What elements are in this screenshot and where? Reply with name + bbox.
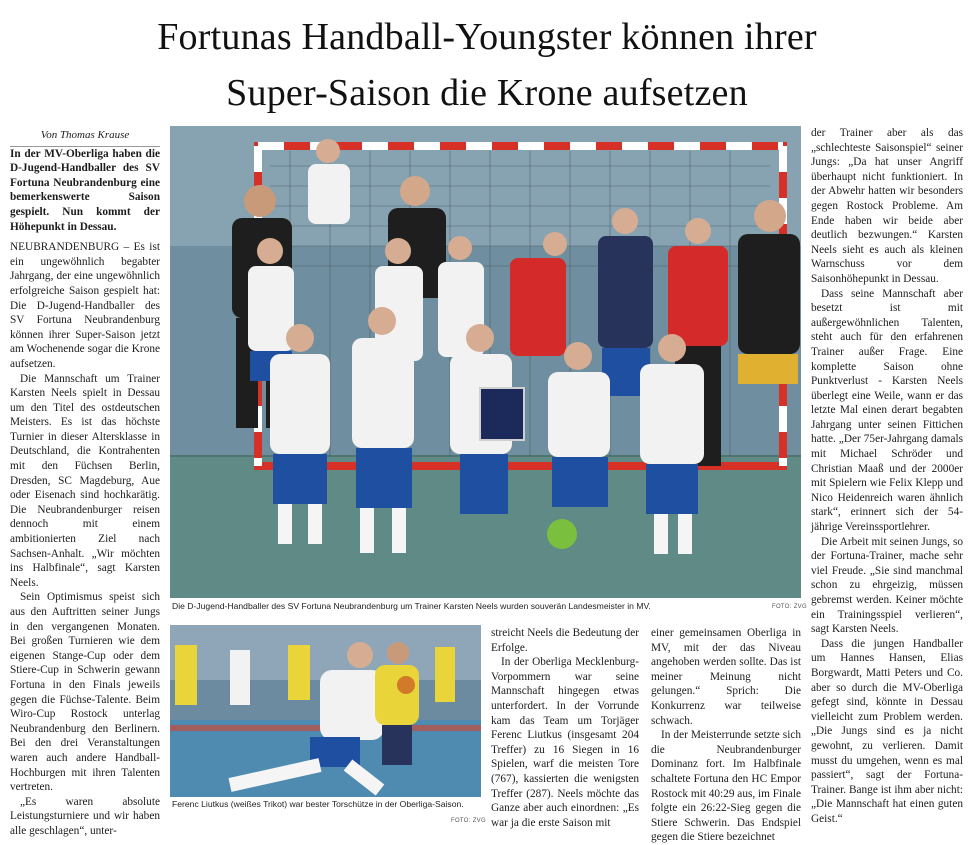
main-photo-credit: FOTO: ZVG [772,604,807,610]
paragraph: der Trainer aber als das „schlechteste Saisonspiel“ seiner Jungs: „Da hat unser Angriff überhaupt nicht funktioniert. In der Abwehr hatten wir besonders gegen Rostock Probleme. Am Ende haben wir beide aber deutlich bezwungen.“ Karsten Neels sieht es auch als kleinen Warnschuss vor dem Saisonhöhepunkt in Dessau. [811,127,963,285]
action-photo-credit: FOTO: ZVG [451,818,486,824]
paragraph: In der Meisterrunde setzte sich die Neubrandenburger Dominanz fort. Im Halbfinale schaltete Fortuna den HC Empor Rostock mit 40:29 aus, im Finale folgte ein 26:22-Sieg gegen die Stiere Schwerin. Das Endspiel gegen die Stiere bezeichnet [651,729,801,844]
action-photo [170,625,481,797]
team-photo [170,126,801,598]
paragraph: Die Mannschaft um Trainer Karsten Neels spielt in Dessau um den Titel des ostdeutschen Meisters. Es ist das höchste Turnier in dieser Altersklasse in Deutschland, die Kontrahenten mit den Füchsen Berlin, Dresden, SC Magdeburg, Aue oder Eisenach sind hochkarätig. Die Neubrandenburger reisen dennoch mit einem ambitionierten Ziel nach Sachsen-Anhalt. „Wir möchten ins Halbfinale“, sagt Karsten Neels. [10,372,160,589]
paragraph: einer gemeinsamen Oberliga in MV, mit der das Niveau angehoben werden sollte. Das ist meiner Meinung nicht gelungen.“ Sprich: Die Konkurrenz war teilweise schwach. [651,627,801,727]
paragraph: In der Oberliga Mecklenburg-Vorpommern war seine Mannschaft hingegen etwas unterfordert. In der Vorrunde kam das Team um Torjäger Ferenc Liutkus (insgesamt 204 Treffer) zu 16 Siegen in 16 Spielen, warf die meisten Tore (767), kassierten die wenigsten Treffer (287). Neels möchte das Ganze aber auch einordnen: „Es war ja die erste Saison mit [491,656,639,829]
paragraph: „Es waren absolute Leistungsturniere und wir haben alle geschlagen“, unter- [10,795,160,837]
article-column-4 [811,126,963,828]
action-photo-caption: Ferenc Liutkus (weißes Trikot) war bester Torschütze in der Oberliga-Saison. [172,799,464,809]
paragraph: Sein Optimismus speist sich aus den Auftritten seiner Jungs in den vergangenen Monaten. Bei großen Turnieren wie dem eigenen Stange-Cup oder dem Stiere-Cup in Schwerin gewann Fortuna in den Finals jeweils gegen die Füchse-Talente. Beim Wiro-Cup Rostock unterlag Neubrandenburg den Berlinern. Bei den drei Veranstaltungen waren auch andere Handball-Hochburgen mit ihren Talenten vertreten. [10,591,160,794]
paragraph: Dass die jungen Handballer um Hannes Hansen, Elias Borgwardt, Matti Peters und Co. aber so durch die MV-Oberliga gefegt sind, könnte in Dessau vielleicht zum Problem werden. „Die Jungs sind es ja nicht gewohnt, zu verlieren. Damit musst du umgehen, wenn es mal passiert“, sagt der Fortuna-Trainer. Bange ist ihm aber nicht: „Die Mannschaft hat einen guten Geist.“ [811,637,963,825]
paragraph: streicht Neels die Bedeutung der Erfolge. [491,627,639,654]
paragraph: Dass seine Mannschaft aber besetzt ist mit außergewöhnlichen Talenten, steht auch für den erfahrenen Trainer außer Frage. Eine komplette Saison ohne Punktverlust - Karsten Neels überlegt eine Weile, wann er das letzte Mal einen derart begabten Jahrgang unter seinen Fittichen hatte. „Der 75er-Jahrgang damals mit Michael Schröder und Christian Maaß und der 2000er mit Spielern wie Felix Klepp und Nico Heidenreich waren ähnlich stark“, erinnert sich der 54-jährige Vereinssportlehrer. [811,287,963,534]
article-column-2 [491,626,639,829]
paragraph: Die Arbeit mit seinen Jungs, so der Fortuna-Trainer, mache sehr viel Freude. „Sie sind manchmal schon zu ehrgeizig, müssen gebremst werden. Keiner möchte ein Trainingsspiel verlieren“, sagt Karsten Neels. [811,535,963,636]
article-column-3 [651,626,801,844]
headline-line-1: Fortunas Handball-Youngster können ihrer [157,16,817,58]
headline-line-2: Super-Saison die Krone aufsetzen [226,72,748,114]
byline: Von Thomas Krause [10,128,160,147]
main-photo-caption: Die D-Jugend-Handballer des SV Fortuna Neubrandenburg um Trainer Karsten Neels wurden souverän Landesmeister in MV. [172,601,651,611]
lead-paragraph: In der MV-Oberliga haben die D-Jugend-Handballer des SV Fortuna Neubrandenburg eine bemerkenswerte Saison gespielt. Nun kommt der Höhepunkt in Dessau. [10,147,160,233]
paragraph: NEUBRANDENBURG – Es ist ein ungewöhnlich begabter Jahrgang, der eine ungewöhnlich erfolgreiche Saison gespielt hat: Die D-Jugend-Handballer des SV Fortuna Neubrandenburg können ihrer Super-Saison jetzt am Wochenende sogar die Krone aufsetzen. [10,241,160,370]
article-column-1 [10,128,160,837]
